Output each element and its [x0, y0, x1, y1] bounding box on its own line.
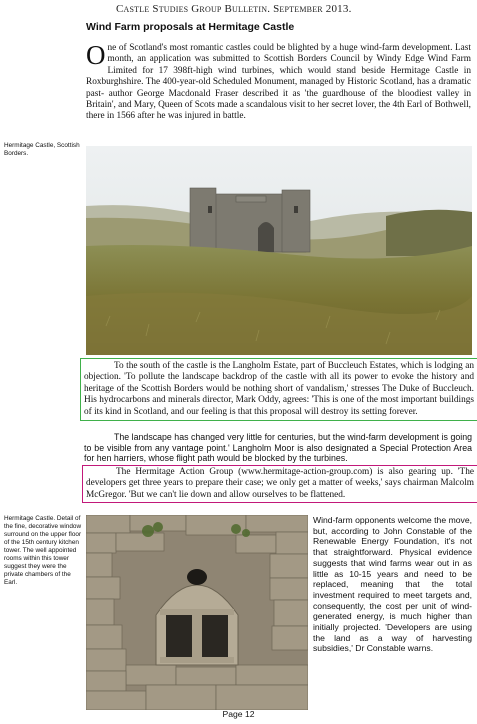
pink-box-text: The Hermitage Action Group (www.hermitage-action-group.com) is also gearing up. 'The developers get three years to prepare their case; we only get a matter of weeks,' says chairman Malcolm McGregor. 'But we can't lie down and allow ourselves to be flattened. — [86, 467, 474, 500]
drop-cap: O — [86, 40, 106, 70]
landscape-paragraph — [84, 432, 472, 464]
pink-box-paragraph — [82, 465, 477, 503]
window-photo-illustration — [86, 515, 308, 710]
castle-photo-illustration — [86, 146, 472, 355]
window-photo — [86, 515, 308, 710]
castle-photo — [86, 146, 472, 355]
running-head: Castle Studies Group Bulletin. September 2013. — [116, 3, 352, 15]
window-photo-caption: Hermitage Castle. Detail of the fine, decorative window surround on the upper floor of the 15th century kitchen tower. The well appointed rooms within this tower suggest they were the private chambers of the Earl. — [4, 515, 82, 586]
side-column-paragraph: Wind-farm opponents welcome the move, but, according to John Constable of the Renewable Energy Foundation, it's not that straightforward. Physical evidence suggests that wind farms wear out in as little as 10-15 years and need to be replaced, meaning that the total investment required to meet targets and, consequently, the cost per unit of wind-generated energy, is much higher than initially projected. 'Developers are using the land as a way of harvesting subsidies,' Dr Constable warns. — [313, 515, 472, 654]
green-box-text: To the south of the castle is the Langholm Estate, part of Buccleuch Estates, which is lodging an objection. 'To pollute the landscape backdrop of the castle with all its power to evoke the history and heritage of the Scottish Borders would be nothing short of vandalism,' stresses The Duke of Buccleuch. His hydrocarbons and minerals director, Mark Oddy, agrees: 'This is one of the most important buildings of its kind in Scotland, and our feeling is that this proposal will destroy its setting forever. — [84, 361, 474, 417]
lead-paragraph-text: ne of Scotland's most romantic castles could be blighted by a huge wind-farm development. Last month, an application was submitted to Scottish Borders Council by Windy Edge Wind Farm Limited for 17 398ft-high wind turbines, which would stand beside Hermitage Castle in Roxburghshire. The 400-year-old Scheduled Monument, managed by Historic Scotland, has a dramatic past- author George Macdonald Fraser described it as 'the guardhouse of the bloodiest valley in Britain', and Mary, Queen of Scots made a scandalous visit to her secret lover, the 4th Earl of Bothwell, there in 1566 after he was injured in battle. — [86, 43, 471, 122]
landscape-paragraph-text: The landscape has changed very little for centuries, but the wind-farm development is going to be visible from any vantage point.' Langholm Moor is also designated a Special Protection Area for hen harriers, whose flight path would be blocked by the turbines. — [84, 432, 472, 464]
lead-paragraph — [86, 40, 471, 123]
green-box-paragraph — [80, 358, 477, 421]
page-number: Page 12 — [222, 709, 255, 719]
castle-photo-caption: Hermitage Castle, Scottish Borders. — [4, 142, 80, 157]
article-title: Wind Farm proposals at Hermitage Castle — [86, 21, 295, 33]
